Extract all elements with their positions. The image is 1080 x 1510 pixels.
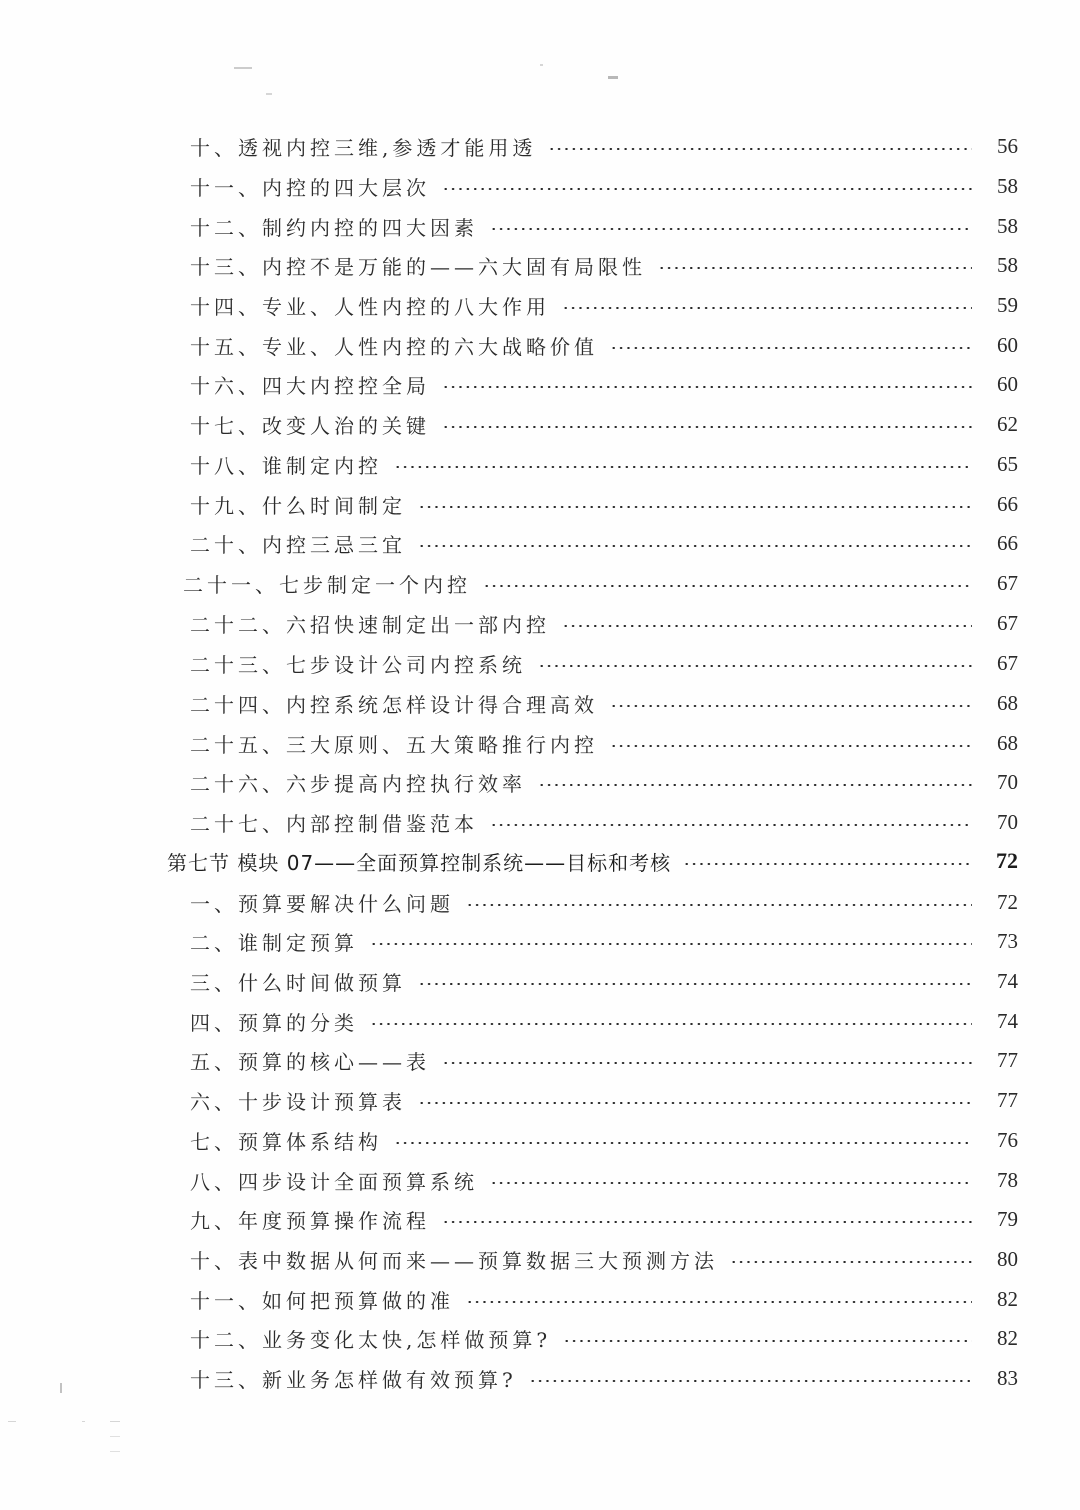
toc-entry[interactable] — [190, 1279, 1018, 1319]
toc-entry[interactable] — [190, 285, 1018, 325]
toc-entry[interactable] — [190, 683, 1018, 723]
toc-page-number: 58 — [997, 173, 1018, 198]
toc-page-number: 65 — [997, 451, 1018, 476]
dot-leader — [442, 188, 972, 190]
toc-entry-title: 六、十步设计预算表 — [190, 1089, 406, 1114]
dot-leader — [529, 1380, 972, 1382]
toc-page-number: 68 — [997, 690, 1018, 715]
dot-leader — [418, 983, 972, 985]
toc-entry-title: 二十三、七步设计公司内控系统 — [190, 652, 526, 677]
toc-entry[interactable] — [190, 206, 1018, 246]
dot-leader — [442, 386, 972, 388]
toc-page-number: 60 — [997, 332, 1018, 357]
dot-leader — [548, 148, 972, 150]
toc-entry-title: 十九、什么时间制定 — [190, 493, 406, 518]
toc-page-number: 62 — [997, 411, 1018, 436]
toc-page-number: 70 — [997, 809, 1018, 834]
toc-page-number: 77 — [997, 1087, 1018, 1112]
toc-entry-title: 十、表中数据从何而来——预算数据三大预测方法 — [190, 1248, 718, 1273]
toc-entry[interactable] — [190, 523, 1018, 563]
toc-section-title: 第七节 模块 07——全面预算控制系统——目标和考核 — [167, 850, 672, 875]
toc-page-number: 72 — [996, 848, 1018, 873]
toc-page-number: 72 — [997, 889, 1018, 914]
toc-entry-title: 十一、内控的四大层次 — [190, 175, 430, 200]
dot-leader — [730, 1261, 972, 1263]
scan-mark — [110, 1436, 120, 1437]
toc-entry-title: 二十、内控三忌三宜 — [190, 532, 406, 557]
toc-entry[interactable] — [190, 1120, 1018, 1160]
dot-leader — [466, 1301, 972, 1303]
toc-entry[interactable] — [190, 166, 1018, 206]
dot-leader — [562, 307, 972, 309]
scan-mark — [110, 1421, 120, 1422]
toc-entry-title: 十二、业务变化太快,怎样做预算? — [190, 1327, 552, 1352]
dot-leader — [466, 904, 972, 906]
dot-leader — [538, 665, 972, 667]
scan-mark — [8, 1421, 16, 1422]
toc-page-number: 77 — [997, 1047, 1018, 1072]
toc-page-number: 66 — [997, 491, 1018, 516]
toc-entry-title: 二十一、七步制定一个内控 — [183, 572, 471, 597]
scan-mark — [82, 1421, 85, 1422]
toc-page-number: 59 — [997, 292, 1018, 317]
dot-leader — [442, 426, 972, 428]
toc-entry[interactable] — [183, 563, 1018, 603]
dot-leader — [442, 1062, 972, 1064]
dot-leader — [683, 863, 972, 865]
toc-page-number: 58 — [997, 252, 1018, 277]
toc-entry[interactable] — [190, 961, 1018, 1001]
toc-page-number: 74 — [997, 1008, 1018, 1033]
toc-entry-title: 二十七、内部控制借鉴范本 — [190, 811, 478, 836]
toc-entry[interactable] — [190, 1199, 1018, 1239]
toc-entry-title: 十三、新业务怎样做有效预算? — [190, 1367, 517, 1392]
toc-entry[interactable] — [190, 1001, 1018, 1041]
toc-entry[interactable] — [190, 1318, 1018, 1358]
toc-entry-title: 三、什么时间做预算 — [190, 970, 406, 995]
dot-leader — [658, 267, 972, 269]
dot-leader — [394, 1142, 972, 1144]
toc-entry[interactable] — [190, 1080, 1018, 1120]
dot-leader — [538, 784, 972, 786]
scan-mark — [234, 67, 252, 69]
toc-entry-title: 二十六、六步提高内控执行效率 — [190, 771, 526, 796]
scan-mark — [540, 64, 543, 66]
toc-entry[interactable] — [190, 882, 1018, 922]
toc-entry-title: 十、透视内控三维,参透才能用透 — [190, 135, 537, 160]
toc-entry-title: 二十四、内控系统怎样设计得合理高效 — [190, 692, 598, 717]
dot-leader — [418, 506, 972, 508]
dot-leader — [483, 585, 972, 587]
toc-entry[interactable] — [190, 1040, 1018, 1080]
scan-mark — [266, 93, 272, 95]
toc-entry-title: 五、预算的核心——表 — [190, 1049, 430, 1074]
toc-entry-title: 十一、如何把预算做的准 — [190, 1288, 454, 1313]
dot-leader — [490, 1182, 972, 1184]
toc-entry-title: 十六、四大内控控全局 — [190, 373, 430, 398]
toc-page-number: 66 — [997, 530, 1018, 555]
toc-page-number: 56 — [997, 133, 1018, 158]
toc-page-number: 82 — [997, 1286, 1018, 1311]
toc-entry-title: 十三、内控不是万能的——六大固有局限性 — [190, 254, 646, 279]
toc-page-number: 82 — [997, 1325, 1018, 1350]
toc-entry[interactable] — [190, 484, 1018, 524]
toc-entry[interactable] — [190, 723, 1018, 763]
toc-page-number: 67 — [997, 570, 1018, 595]
toc-entry-title: 四、预算的分类 — [190, 1010, 358, 1035]
toc-entry[interactable] — [190, 404, 1018, 444]
toc-page-number: 80 — [997, 1246, 1018, 1271]
toc-entry[interactable] — [190, 126, 1018, 166]
scan-mark — [608, 76, 618, 79]
dot-leader — [418, 1102, 972, 1104]
dot-leader — [418, 545, 972, 547]
toc-entry[interactable] — [190, 1160, 1018, 1200]
dot-leader — [562, 625, 972, 627]
toc-entry-title: 二十五、三大原则、五大策略推行内控 — [190, 732, 598, 757]
dot-leader — [490, 228, 972, 230]
toc-page-number: 60 — [997, 371, 1018, 396]
toc-entry-title: 十四、专业、人性内控的八大作用 — [190, 294, 550, 319]
dot-leader — [610, 705, 972, 707]
toc-entry[interactable] — [190, 1358, 1018, 1398]
toc-entry[interactable] — [190, 603, 1018, 643]
toc-page-number: 67 — [997, 610, 1018, 635]
dot-leader — [490, 824, 972, 826]
toc-entry-title: 十七、改变人治的关键 — [190, 413, 430, 438]
toc-entry-title: 十二、制约内控的四大因素 — [190, 215, 478, 240]
toc-entry-title: 八、四步设计全面预算系统 — [190, 1169, 478, 1194]
toc-entry-title: 七、预算体系结构 — [190, 1129, 382, 1154]
toc-entry-title: 二十二、六招快速制定出一部内控 — [190, 612, 550, 637]
toc-entry[interactable] — [190, 1239, 1018, 1279]
toc-entry[interactable] — [190, 643, 1018, 683]
toc-entry-title: 二、谁制定预算 — [190, 930, 358, 955]
dot-leader — [394, 466, 972, 468]
toc-entry[interactable] — [190, 444, 1018, 484]
toc-page-number: 83 — [997, 1365, 1018, 1390]
scan-mark — [110, 1451, 120, 1452]
toc-entry[interactable] — [190, 325, 1018, 365]
dot-leader — [563, 1340, 972, 1342]
toc-entry[interactable] — [190, 802, 1018, 842]
toc-entry[interactable] — [190, 364, 1018, 404]
toc-entry-title: 十五、专业、人性内控的六大战略价值 — [190, 334, 598, 359]
toc-page-number: 68 — [997, 730, 1018, 755]
toc-entry-title: 九、年度预算操作流程 — [190, 1208, 430, 1233]
toc-page-number: 67 — [997, 650, 1018, 675]
dot-leader — [370, 1023, 972, 1025]
toc-entry-title: 一、预算要解决什么问题 — [190, 891, 454, 916]
toc-entry[interactable] — [190, 762, 1018, 802]
toc-page-number: 58 — [997, 213, 1018, 238]
toc-entry-title: 十八、谁制定内控 — [190, 453, 382, 478]
dot-leader — [610, 347, 972, 349]
toc-page-number: 78 — [997, 1167, 1018, 1192]
toc-section-heading[interactable] — [167, 841, 1018, 881]
dot-leader — [442, 1221, 972, 1223]
dot-leader — [370, 943, 972, 945]
dot-leader — [610, 745, 972, 747]
toc-page-number: 76 — [997, 1127, 1018, 1152]
toc-page-number: 79 — [997, 1206, 1018, 1231]
toc-page-number: 70 — [997, 769, 1018, 794]
toc-entry[interactable] — [190, 245, 1018, 285]
scan-mark — [60, 1383, 62, 1393]
toc-page-number: 73 — [997, 928, 1018, 953]
toc-entry[interactable] — [190, 921, 1018, 961]
toc-page-number: 74 — [997, 968, 1018, 993]
